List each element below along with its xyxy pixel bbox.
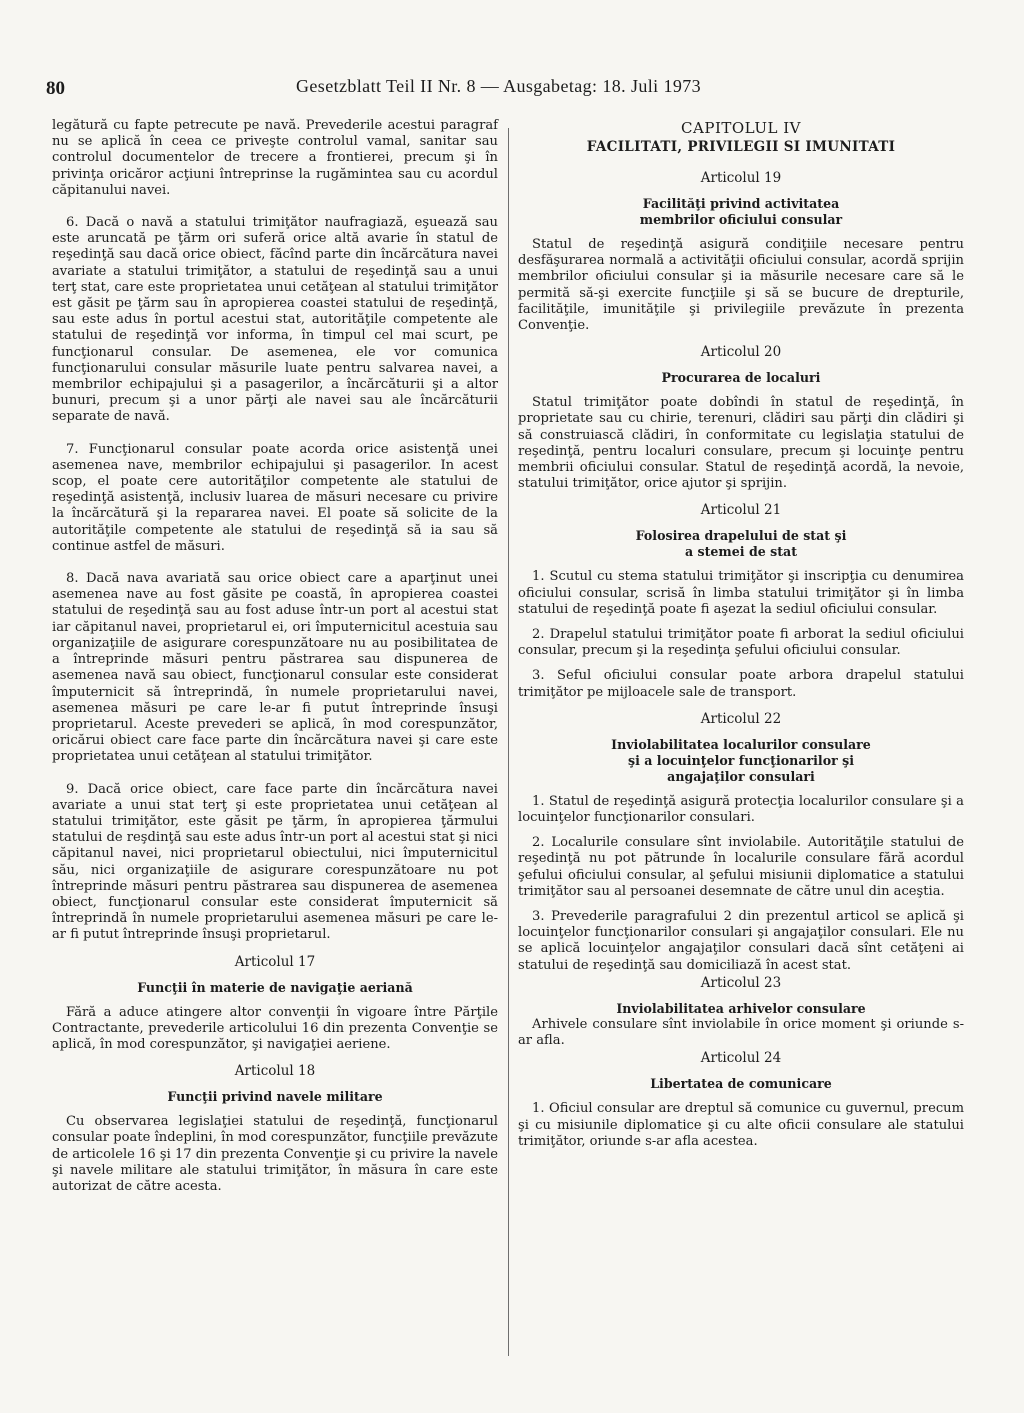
article-20-label: Articolul 20 — [700, 344, 782, 361]
right-column — [518, 118, 964, 1150]
article-18-label: Articolul 18 — [234, 1063, 316, 1080]
article-22-paragraph-1: 1. Statul de reşedinţă asigură protecţia localurilor consulare şi a locuinţelor funcţionarilor consulari. — [518, 793, 964, 826]
article-21-paragraph-2: 2. Drapelul statului trimiţător poate fi arborat la sediul oficiului consular, precum şi la reşedinţa şefului oficiului consular. — [518, 627, 964, 659]
column-divider — [508, 128, 509, 1356]
page-number: 80 — [46, 78, 65, 99]
chapter-title: FACILITATI, PRIVILEGII SI IMUNITATI — [586, 139, 896, 155]
article-22-paragraph-2: 2. Localurile consulare sînt inviolabile. Autorităţile statului de reşedinţă nu pot pătrunde în localurile consulare fără acordul şefului oficiului consular, al şefului misiunii diplomatice a statului trimiţător sau al persoanei desemnate de către unul din aceştia. — [518, 835, 964, 899]
paragraph-continued: legătură cu fapte petrecute pe navă. Prevederile acestui paragraf nu se aplică în ceea ce priveşte controlul vamal, sanitar sau controlul documentelor de trecere a frontierei, precum şi în privinţa oricăror acţiuni întreprinse la rugămintea sau cu acordul căpitanului navei. — [52, 118, 498, 198]
article-23-text: Arhivele consulare sînt inviolabile în orice moment şi oriunde s-ar afla. — [518, 1016, 964, 1049]
paragraph-6: 6. Dacă o navă a statului trimiţător naufragiază, eşuează sau este aruncată pe ţărm ori suferă orice altă avarie în statul de reşedinţă sau dacă orice obiect, făcînd parte din încărcătura navei avariate a statului trimiţător, a statului de reşedinţă sau a unui terţ stat, care este proprietatea unui cetăţean al statului trimiţător est găsit pe ţărm sau în apropierea coastei statului de reşedinţă, sau este adus în portul acestui stat, autorităţile competente ale statului de reşedinţă vor informa, în timpul cel mai scurt, pe funcţionarul consular. De asemenea, ele vor comunica funcţionarului consular măsurile luate pentru salvarea navei, a membrilor echipajului şi a pasagerilor, a încărcăturii şi a altor bunuri, precum şi a unor părţi ale navei sau ale încărcăturii separate de navă. — [52, 215, 498, 425]
left-column — [52, 118, 498, 1195]
article-19-title-line-2: membrilor oficiului consular — [639, 212, 843, 227]
paragraph-8: 8. Dacă nava avariată sau orice obiect care a aparţinut unei asemenea nave au fost găsite pe coastă, în apropierea coastei statului de reşedinţă sau au fost aduse într-un port al acestui stat iar căpitanul navei, proprietarul ei, ori împuternicitul acestuia sau organizaţiile de asigurare corespunzătoare nu au posibilitatea de a întreprinde măsuri pentru păstrarea sau dispunerea de asemenea navă sau obiect, funcţionarul consular este considerat împuternicit să întreprindă, în numele proprietarului navei, asemenea măsuri pe care le-ar fi putut întreprinde însuşi proprietarul. Aceste prevederi se aplică, în mod corespunzător, oricărui obiect care face parte din încărcătura navei şi care este proprietatea unui cetăţean al statului trimiţător. — [52, 571, 498, 765]
article-22-label: Articolul 22 — [700, 710, 782, 727]
article-17-title: Funcţii în materie de navigaţie aeriană — [137, 979, 413, 995]
gazette-title: Gesetzblatt Teil II Nr. 8 — Ausgabetag: 18. Juli 1973 — [296, 76, 702, 96]
article-20-title: Procurarea de localuri — [661, 370, 821, 386]
article-18-title: Funcţii privind navele militare — [167, 1089, 383, 1105]
article-22-title-line-3: angajaţilor consulari — [667, 768, 815, 784]
article-24-title: Libertatea de comunicare — [650, 1076, 832, 1092]
article-24-label: Articolul 24 — [700, 1050, 782, 1067]
article-21-title-line-2: a stemei de stat — [684, 544, 798, 560]
article-17-text: Fără a aduce atingere altor convenţii în vigoare între Părţile Contractante, prevederile articolului 16 din prezenta Convenţie se aplică, în mod corespunzător, şi navigaţiei aeriene. — [52, 1004, 498, 1052]
paragraph-9: 9. Dacă orice obiect, care face parte din încărcătura navei avariate a unui stat terţ şi este proprietatea unui cetăţean al statului trimiţător, este găsit pe ţărm, în apropierea ţărmului statului de reşdinţă sau este adus într-un port al acestui stat şi nici căpitanul navei, nici proprietarul obiectului, nici împuternicitul său, nici organizaţiile de asigurare corespunzătoare nu pot întreprinde măsuri pentru păstrarea sau dispunerea de asemenea obiect, funcţionarul consular este considerat împuternicit să întreprindă în numele proprietarului asemenea măsuri pe care le-ar fi putut întreprinde însuşi proprietarul. — [52, 781, 498, 943]
article-21-title-line-1: Folosirea drapelului de stat şi — [635, 528, 847, 544]
article-22-title-line-2: şi a locuinţelor funcţionarilor şi — [628, 752, 854, 768]
article-22-paragraph-3: 3. Prevederile paragrafului 2 din prezentul articol se aplică şi locuinţelor funcţionarilor consulari şi angajaţilor consulari. Ele nu se aplică locuinţelor angajaţilor consulari dacă sînt cetăţeni ai statului de reşedinţă sau domiciliază în acest stat. — [518, 909, 964, 973]
article-22-title-line-1: Inviolabilitatea localurilor consulare — [611, 736, 871, 752]
article-23-title: Inviolabilitatea arhivelor consulare — [616, 1000, 866, 1016]
chapter-heading: CAPITOLUL IV — [681, 119, 801, 137]
article-21-label: Articolul 21 — [700, 502, 782, 519]
article-21-paragraph-3: 3. Seful oficiului consular poate arbora drapelul statului trimiţător pe mijloacele sale de transport. — [518, 668, 964, 700]
article-17-label: Articolul 17 — [234, 953, 316, 970]
article-19-text: Statul de reşedinţă asigură condiţiile necesare pentru desfăşurarea normală a activităţii oficiului consular, acordă sprijin membrilor oficiului consular şi ia măsurile necesare care să le permită să-şi exercite funcţiile şi să se bucure de drepturile, facilităţile, imunităţile şi privilegiile prevăzute în prezenta Convenţie. — [518, 237, 964, 334]
article-20-text: Statul trimiţător poate dobîndi în statul de reşedinţă, în proprietate sau cu chirie, terenuri, clădiri sau părţi din clădiri şi să construiască clădiri, în conformitate cu legislaţia statului de reşedinţă, pentru localuri consulare, precum şi locuinţe pentru membrii oficiului consular. Statul de reşedinţă acordă, la nevoie, statului trimiţător, orice ajutor şi sprijin. — [518, 395, 964, 492]
article-18-text: Cu observarea legislaţiei statului de reşedinţă, funcţionarul consular poate îndeplini, în mod corespunzător, funcţiile prevăzute de articolele 16 şi 17 din prezenta Convenţie şi cu privire la navele şi navele militare ale statului trimiţător, în măsura în care este autorizat de către acesta. — [52, 1114, 498, 1194]
article-21-paragraph-1: 1. Scutul cu stema statului trimiţător şi inscripţia cu denumirea oficiului consular, scrisă în limba statului trimiţător şi în limba statului de reşedinţă poate fi aşezat la sediul oficiului consular. — [518, 569, 964, 617]
article-24-paragraph-1: 1. Oficiul consular are dreptul să comunice cu guvernul, precum şi cu misiunile diplomatice şi cu alte oficii consulare ale statului trimiţător, oriunde s-ar afla acestea. — [518, 1101, 964, 1149]
article-19-label: Articolul 19 — [700, 170, 782, 186]
paragraph-7: 7. Funcţionarul consular poate acorda orice asistenţă unei asemenea nave, membrilor echipajului şi pasagerilor. In acest scop, el poate cere autorităţilor competente ale statului de reşedinţă asistenţă, inclusiv luarea de măsuri necesare cu privire la încărcătură şi la repararea navei. El poate să solicite de la autorităţile competente ale statului de reşedinţă să ia sau să continue astfel de măsuri. — [52, 441, 498, 554]
page-header — [46, 74, 990, 102]
article-23-label: Articolul 23 — [700, 974, 782, 991]
article-19-title-line-1: Facilităţi privind activitatea — [642, 196, 840, 211]
